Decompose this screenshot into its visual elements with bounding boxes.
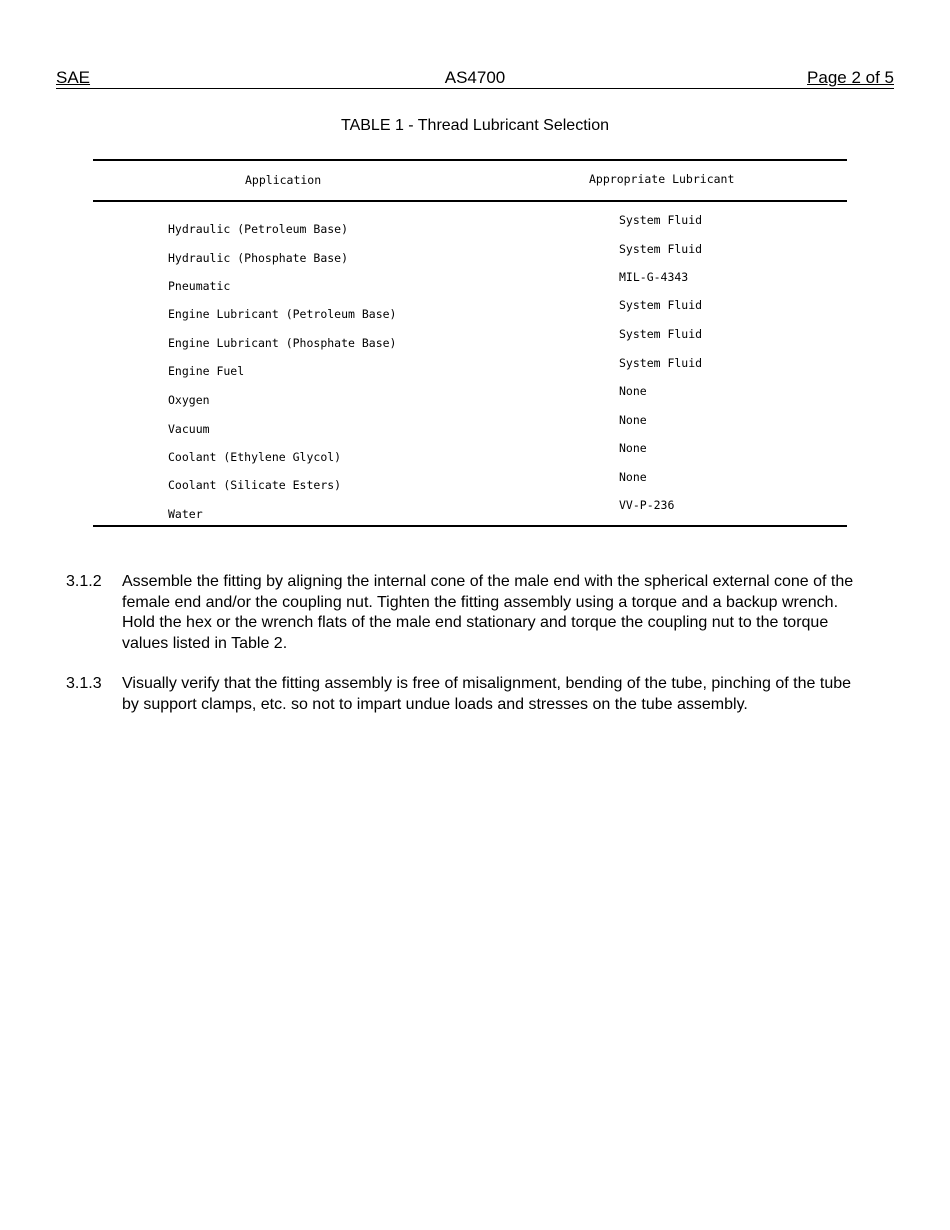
column-header-lubricant: Appropriate Lubricant (589, 172, 735, 186)
table-cell-lubricant: None (619, 441, 647, 455)
table-cell-application: Vacuum (168, 422, 210, 436)
table-cell-lubricant: System Fluid (619, 242, 703, 256)
table-cell-application: Engine Lubricant (Phosphate Base) (168, 336, 397, 350)
table-cell-application: Hydraulic (Phosphate Base) (168, 251, 349, 265)
paragraph-number: 3.1.2 (66, 573, 102, 590)
table-cell-application: Engine Fuel (168, 364, 245, 378)
table-cell-lubricant: System Fluid (619, 298, 703, 312)
table-cell-application: Water (168, 507, 203, 521)
table-cell-application: Pneumatic (168, 279, 231, 293)
table-bottom-rule (93, 525, 847, 527)
table-cell-lubricant: None (619, 470, 647, 484)
table-header-rule (93, 200, 847, 202)
table-top-rule (93, 159, 847, 161)
table-cell-lubricant: System Fluid (619, 327, 703, 341)
table-cell-application: Hydraulic (Petroleum Base) (168, 222, 349, 236)
table-cell-lubricant: None (619, 413, 647, 427)
table-cell-lubricant: System Fluid (619, 356, 703, 370)
table-cell-application: Coolant (Silicate Esters) (168, 478, 342, 492)
header-org: SAE (56, 68, 91, 87)
table-cell-lubricant: System Fluid (619, 213, 703, 227)
paragraph-3-1-2 (66, 572, 876, 656)
paragraph-number: 3.1.3 (66, 675, 102, 692)
table-cell-application: Coolant (Ethylene Glycol) (168, 450, 342, 464)
table-cell-lubricant: None (619, 384, 647, 398)
table-title: TABLE 1 - Thread Lubricant Selection (341, 117, 609, 134)
column-header-application: Application (245, 173, 322, 187)
header-page-number: Page 2 of 5 (807, 68, 894, 87)
paragraph-3-1-3 (66, 674, 876, 718)
page-header (56, 68, 894, 89)
header-doc-id: AS4700 (444, 68, 506, 87)
table-cell-lubricant: MIL-G-4343 (619, 270, 689, 284)
paragraph-text: Assemble the fitting by aligning the internal cone of the male end with the spherical external cone of the female end and/or the coupling nut. Tighten the fitting assembly using a torque and a backup wrench. Hold the hex or the wrench flats of the male end stationary and torque the coupling nut to the torque values listed in Table 2. (122, 573, 854, 652)
paragraph-text: Visually verify that the fitting assembly is free of misalignment, bending of the tube, pinching of the tube by support clamps, etc. so not to impart undue loads and stresses on the tube assembly. (122, 675, 852, 713)
table-cell-application: Engine Lubricant (Petroleum Base) (168, 307, 397, 321)
table-cell-lubricant: VV-P-236 (619, 498, 675, 512)
table-cell-application: Oxygen (168, 393, 210, 407)
